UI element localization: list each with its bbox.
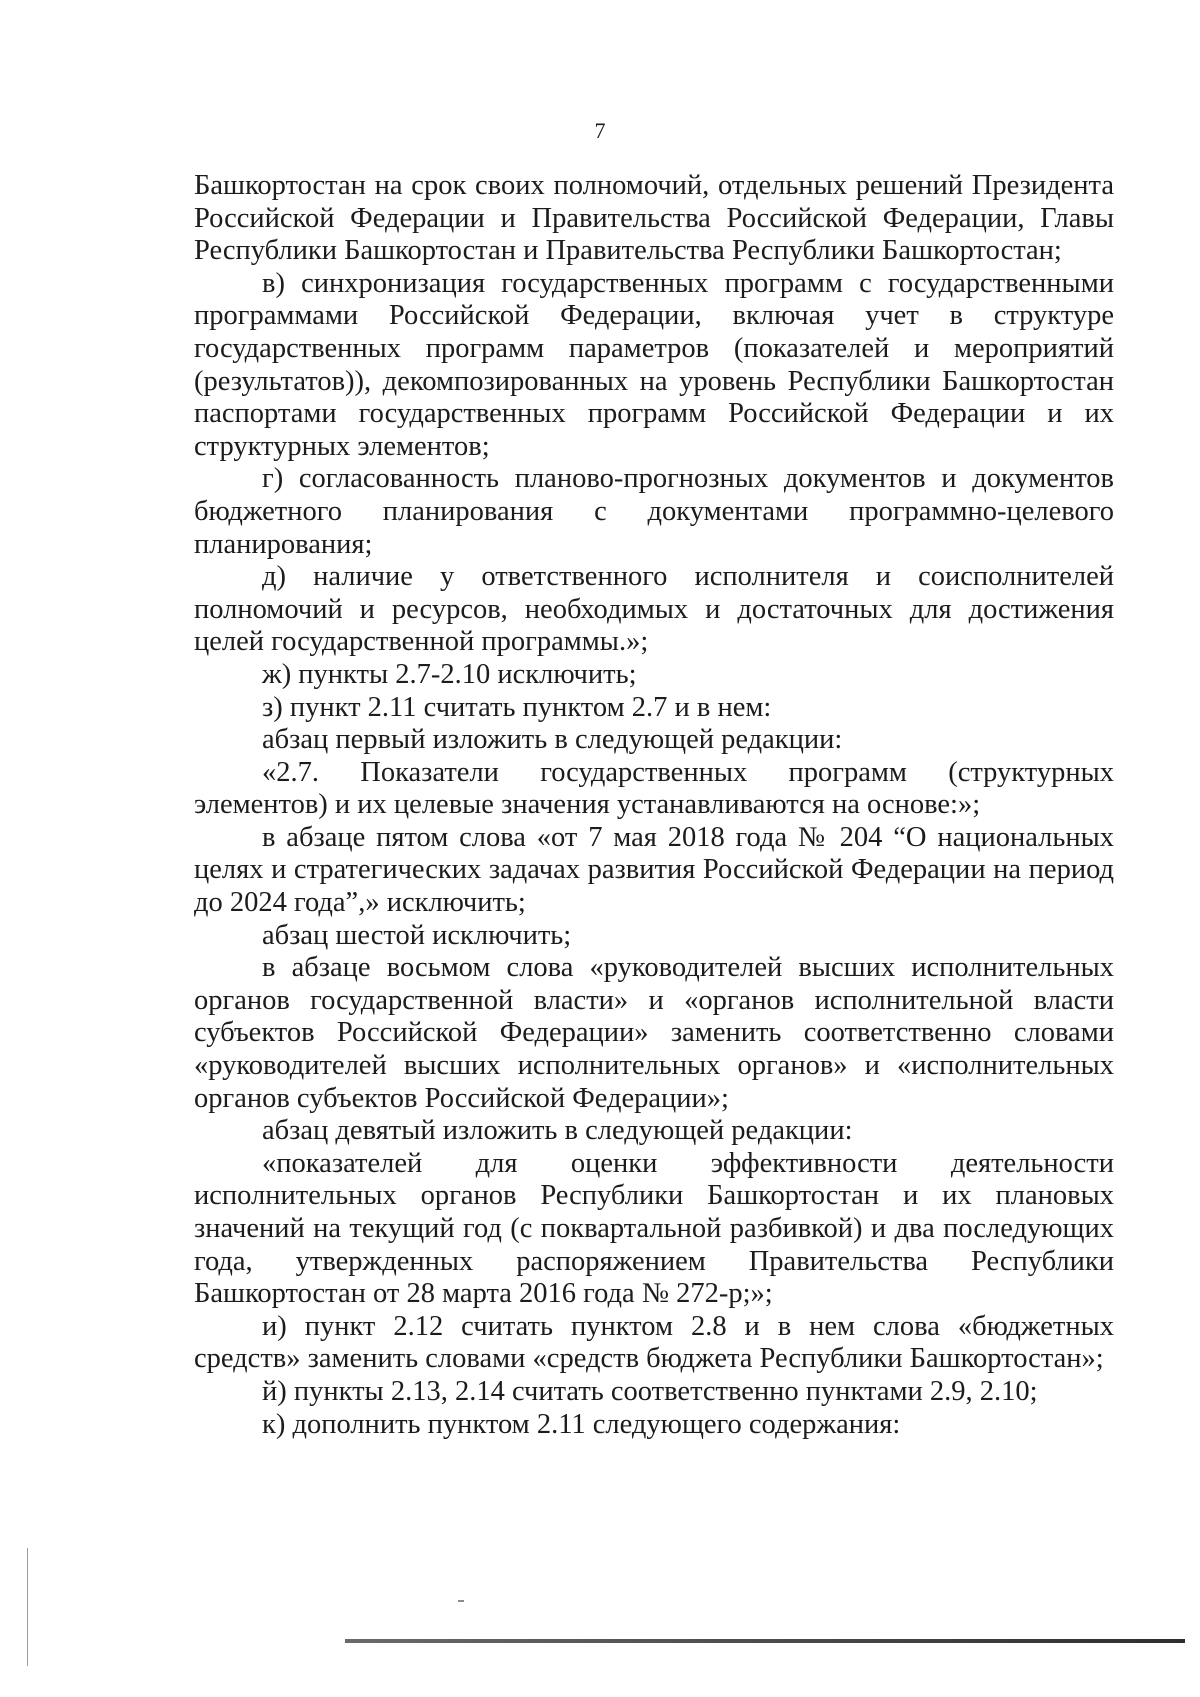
paragraph-item-iy: й) пункты 2.13, 2.14 считать соответственно пунктами 2.9, 2.10; <box>262 1375 1038 1407</box>
paragraph-item-zh: ж) пункты 2.7-2.10 исключить; <box>262 658 637 690</box>
paragraph-quote-2-7: «2.7. Показатели государственных программ (структурных элементов) и их целевые значения устанавливаются на основе:»; <box>194 756 1114 821</box>
paragraph-abzac-fifth: в абзаце пятом слова «от 7 мая 2018 года № 204 “О национальных целях и стратегических задачах развития Российской Федерации на период до 2024 года”,» исключить; <box>194 821 1114 919</box>
page-number: 7 <box>594 118 606 143</box>
paragraph-item-i: и) пункт 2.12 считать пунктом 2.8 и в нем слова «бюджетных средств» заменить словами «средств бюджета Республики Башкортостан»; <box>194 1310 1114 1375</box>
paragraph-quote-indicators: «показателей для оценки эффективности деятельности исполнительных органов Республики Башкортостан и их плановых значений на текущий год (с поквартальной разбивкой) и два последующих года, утвержденных распоряжением Правительства Республики Башкортостан от 28 марта 2016 года № 272-р;»; <box>194 1147 1114 1310</box>
scan-margin-line <box>27 1548 28 1666</box>
paragraph-abzac-sixth: абзац шестой исключить; <box>262 919 572 951</box>
document-body <box>194 170 1114 1441</box>
paragraph-item-d: д) наличие у ответственного исполнителя и соисполнителей полномочий и ресурсов, необходимых и достаточных для достижения целей государственной программы.»; <box>194 561 1114 658</box>
scan-bottom-edge <box>345 1639 1185 1643</box>
paragraph-abzac-ninth: абзац девятый изложить в следующей редакции: <box>262 1115 853 1147</box>
paragraph-item-g: г) согласованность планово-прогнозных документов и документов бюджетного планирования с документами программно-целевого планирования; <box>194 463 1114 560</box>
scan-artifact <box>458 1600 464 1602</box>
paragraph-item-k: к) дополнить пунктом 2.11 следующего содержания: <box>262 1408 901 1440</box>
paragraph-abzac-first: абзац первый изложить в следующей редакции: <box>262 724 843 756</box>
paragraph-continuation: Башкортостан на срок своих полномочий, отдельных решений Президента Российской Федерации и Правительства Российской Федерации, Главы Республики Башкортостан и Правительства Республики Башкортостан; <box>194 170 1114 267</box>
paragraph-item-z: з) пункт 2.11 считать пунктом 2.7 и в нем: <box>262 691 772 723</box>
paragraph-abzac-eighth: в абзаце восьмом слова «руководителей высших исполнительных органов государственной власти» и «органов исполнительной власти субъектов Российской Федерации» заменить соответственно словами «руководителей высших исполнительных органов» и «исполнительных органов субъектов Российской Федерации»; <box>194 952 1114 1114</box>
paragraph-item-v: в) синхронизация государственных программ с государственными программами Российской Федерации, включая учет в структуре государственных программ параметров (показателей и мероприятий (результатов)), декомпозированных на уровень Республики Башкортостан паспортами государственных программ Российской Федерации и их структурных элементов; <box>194 267 1114 462</box>
